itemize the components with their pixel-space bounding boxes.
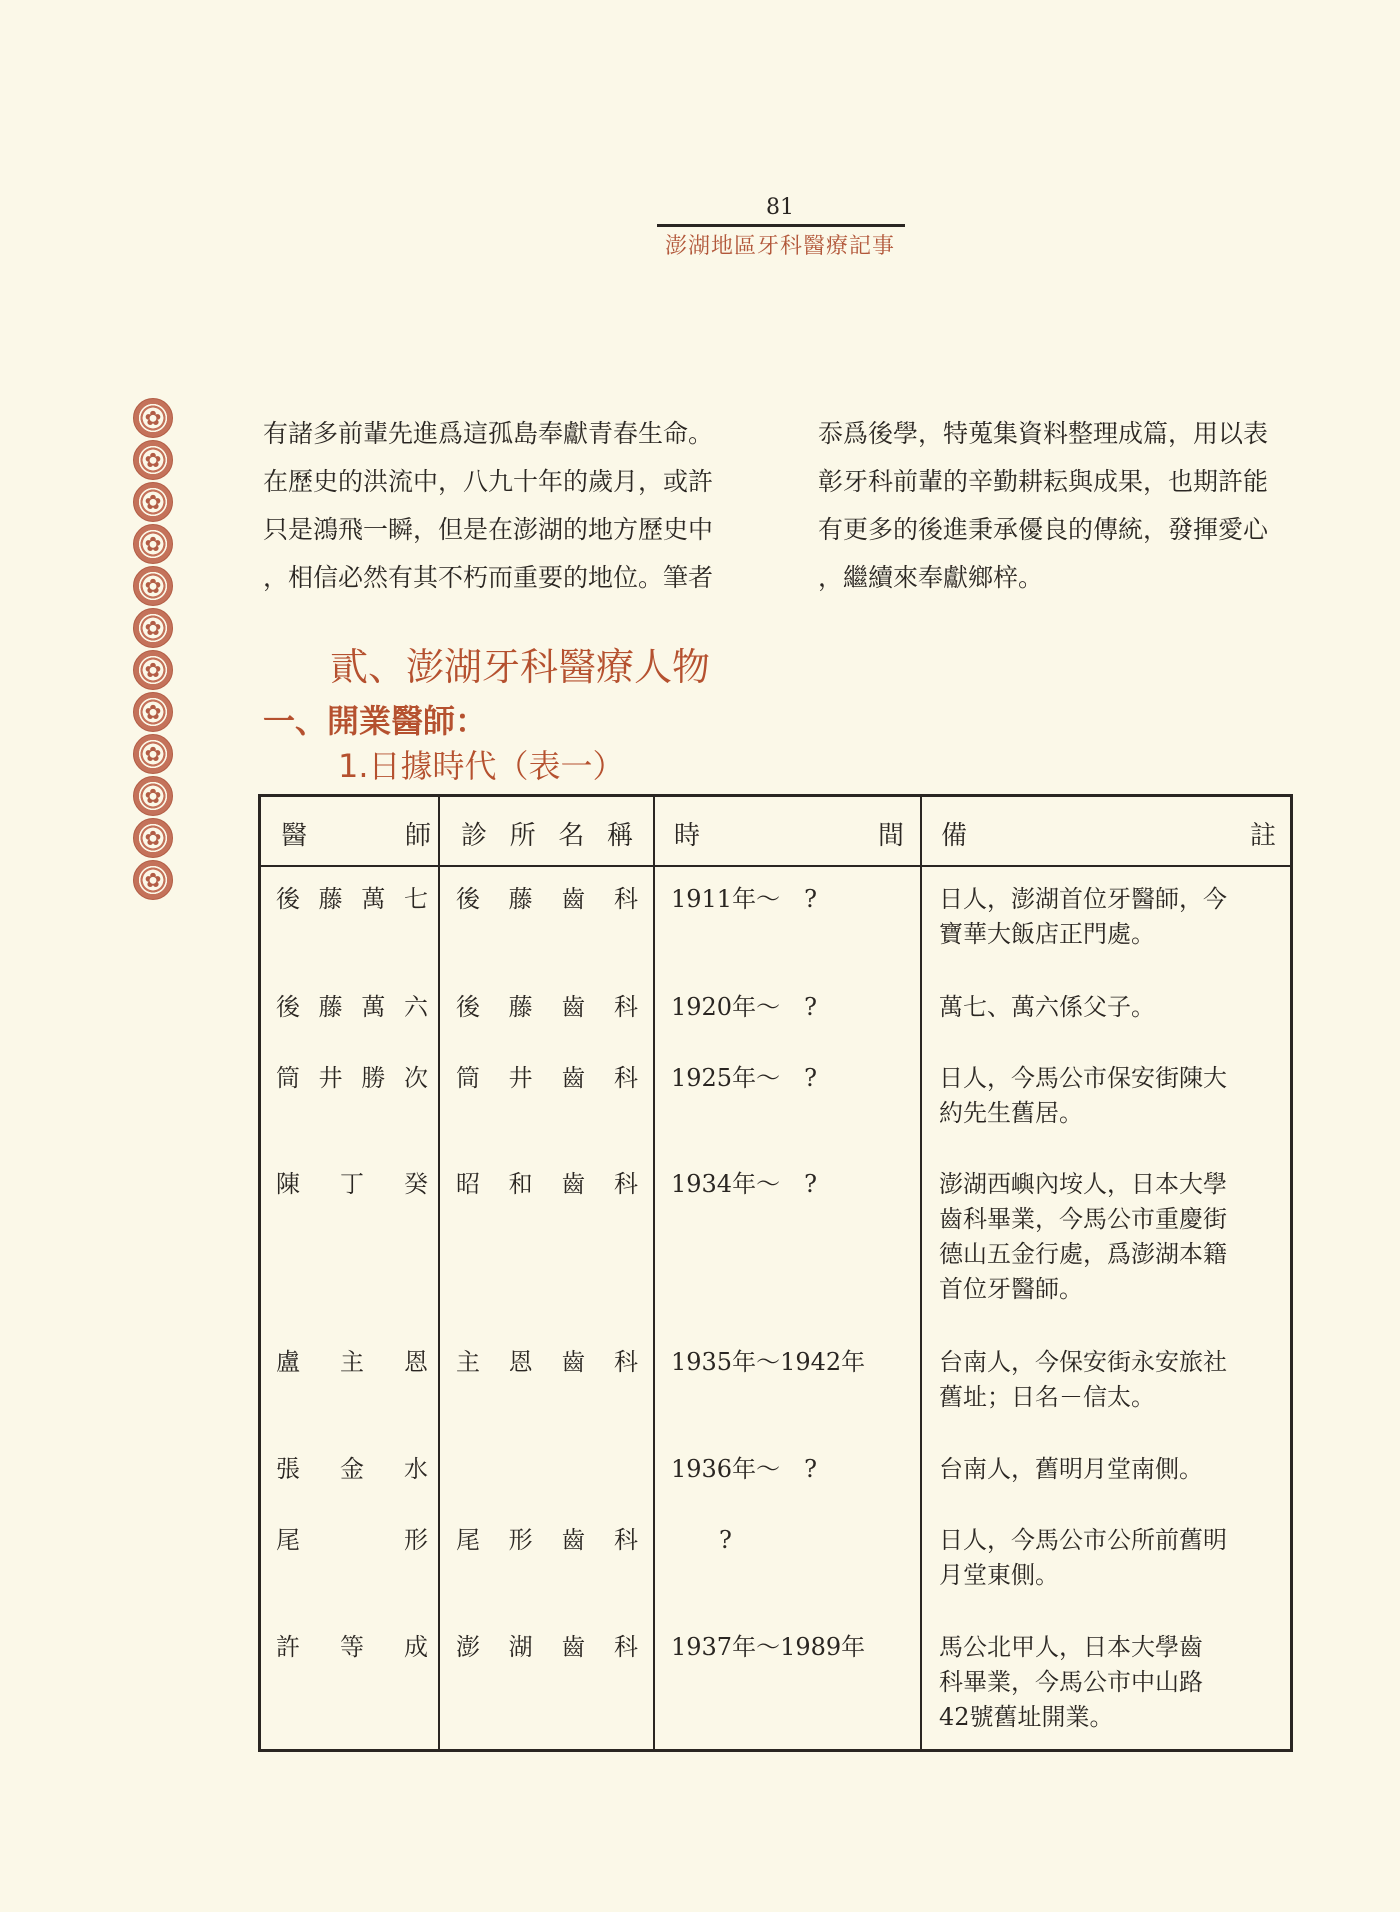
text-line: ，相信必然有其不朽而重要的地位。筆者 <box>263 563 714 592</box>
column-divider <box>920 797 922 1749</box>
seal-stamp-icon <box>133 398 173 438</box>
column-divider <box>653 797 655 1749</box>
header-divider <box>261 865 1290 867</box>
note-line: 日人，澎湖首位牙醫師，今 <box>939 885 1227 913</box>
text-line: 忝爲後學，特蒐集資料整理成篇，用以表 <box>818 419 1269 448</box>
cell-clinic: 筒 井 齒 科 <box>456 1064 638 1092</box>
cell-note <box>939 1630 1284 1735</box>
cell-note <box>939 1345 1284 1415</box>
seal-stamp-icon <box>133 566 173 606</box>
header-note: 備 註 <box>941 821 1276 851</box>
note-line: 42號舊址開業。 <box>939 1703 1114 1731</box>
page-number: 81 <box>766 195 794 220</box>
seal-stamp-icon <box>133 650 173 690</box>
text-line: 在歷史的洪流中，八九十年的歲月，或許 <box>263 467 714 496</box>
cell-period: 1936年～ ? <box>671 1455 817 1483</box>
body-text-left <box>263 410 753 602</box>
section-heading: 貳、澎湖牙科醫療人物 <box>330 645 711 689</box>
cell-clinic: 澎 湖 齒 科 <box>456 1633 638 1661</box>
cell-doctor: 許 等 成 <box>276 1633 428 1661</box>
cell-doctor: 後 藤 萬 六 <box>276 993 428 1021</box>
header-clinic: 診 所 名 稱 <box>461 821 633 851</box>
note-line: 齒科畢業，今馬公市重慶街 <box>939 1205 1227 1233</box>
cell-clinic: 後 藤 齒 科 <box>456 885 638 913</box>
cell-clinic: 後 藤 齒 科 <box>456 993 638 1021</box>
cell-period: 1935年～1942年 <box>671 1348 866 1376</box>
cell-doctor: 盧 主 恩 <box>276 1348 428 1376</box>
seal-stamp-icon <box>133 524 173 564</box>
seal-stamp-icon <box>133 482 173 522</box>
cell-period: 1925年～ ? <box>671 1064 817 1092</box>
cell-doctor: 後 藤 萬 七 <box>276 885 428 913</box>
cell-doctor: 陳 丁 癸 <box>276 1170 428 1198</box>
cell-note <box>939 1061 1284 1131</box>
note-line: 約先生舊居。 <box>939 1099 1083 1127</box>
text-line: ，繼續來奉獻鄉梓。 <box>818 563 1044 592</box>
seal-stamp-icon <box>133 692 173 732</box>
note-line: 德山五金行處，爲澎湖本籍 <box>939 1240 1227 1268</box>
table-caption: 1.日據時代（表一） <box>338 747 625 785</box>
cell-note <box>939 990 1284 1025</box>
note-line: 寶華大飯店正門處。 <box>939 920 1155 948</box>
header-doctor: 醫 師 <box>281 821 431 851</box>
seal-stamp-icon <box>133 776 173 816</box>
seal-stamp-icon <box>133 440 173 480</box>
body-text-right <box>818 410 1298 602</box>
note-line: 月堂東側。 <box>939 1561 1059 1589</box>
note-line: 首位牙醫師。 <box>939 1275 1083 1303</box>
cell-clinic: 昭 和 齒 科 <box>456 1170 638 1198</box>
note-line: 舊址；日名－信太。 <box>939 1383 1155 1411</box>
header-rule <box>657 224 905 227</box>
note-line: 科畢業，今馬公市中山路 <box>939 1668 1203 1696</box>
note-line: 日人，今馬公市公所前舊明 <box>939 1526 1227 1554</box>
cell-period: 1920年～ ? <box>671 993 817 1021</box>
note-line: 萬七、萬六係父子。 <box>939 993 1155 1021</box>
cell-clinic: 尾 形 齒 科 <box>456 1526 638 1554</box>
cell-period: ? <box>671 1526 732 1554</box>
doctors-table <box>258 794 1293 1752</box>
cell-note <box>939 1452 1284 1487</box>
cell-period: 1937年～1989年 <box>671 1633 866 1661</box>
seal-stamp-icon <box>133 860 173 900</box>
running-title: 澎湖地區牙科醫療記事 <box>664 234 895 259</box>
text-line: 彰牙科前輩的辛勤耕耘與成果，也期許能 <box>818 467 1269 496</box>
note-line: 澎湖西嶼內垵人，日本大學 <box>939 1170 1227 1198</box>
cell-doctor: 筒 井 勝 次 <box>276 1064 428 1092</box>
column-divider <box>438 797 440 1749</box>
cell-note <box>939 882 1284 952</box>
note-line: 馬公北甲人，日本大學齒 <box>939 1633 1203 1661</box>
header-period: 時 間 <box>674 821 904 851</box>
cell-doctor: 張 金 水 <box>276 1455 428 1483</box>
seal-stamp-icon <box>133 734 173 774</box>
text-line: 只是鴻飛一瞬，但是在澎湖的地方歷史中 <box>263 515 714 544</box>
cell-period: 1911年～ ? <box>671 885 817 913</box>
note-line: 日人，今馬公市保安街陳大 <box>939 1064 1227 1092</box>
seal-column <box>133 398 175 902</box>
seal-stamp-icon <box>133 608 173 648</box>
note-line: 台南人，今保安街永安旅社 <box>939 1348 1227 1376</box>
cell-clinic: 主 恩 齒 科 <box>456 1348 638 1376</box>
cell-note <box>939 1167 1284 1307</box>
cell-doctor: 尾 形 <box>276 1526 428 1554</box>
text-line: 有更多的後進秉承優良的傳統，發揮愛心 <box>818 515 1269 544</box>
seal-stamp-icon <box>133 818 173 858</box>
text-line: 有諸多前輩先進爲這孤島奉獻青春生命。 <box>263 419 714 448</box>
note-line: 台南人，舊明月堂南側。 <box>939 1455 1203 1483</box>
cell-note <box>939 1523 1284 1593</box>
sub-heading: 一、開業醫師： <box>263 702 488 740</box>
cell-period: 1934年～ ? <box>671 1170 817 1198</box>
